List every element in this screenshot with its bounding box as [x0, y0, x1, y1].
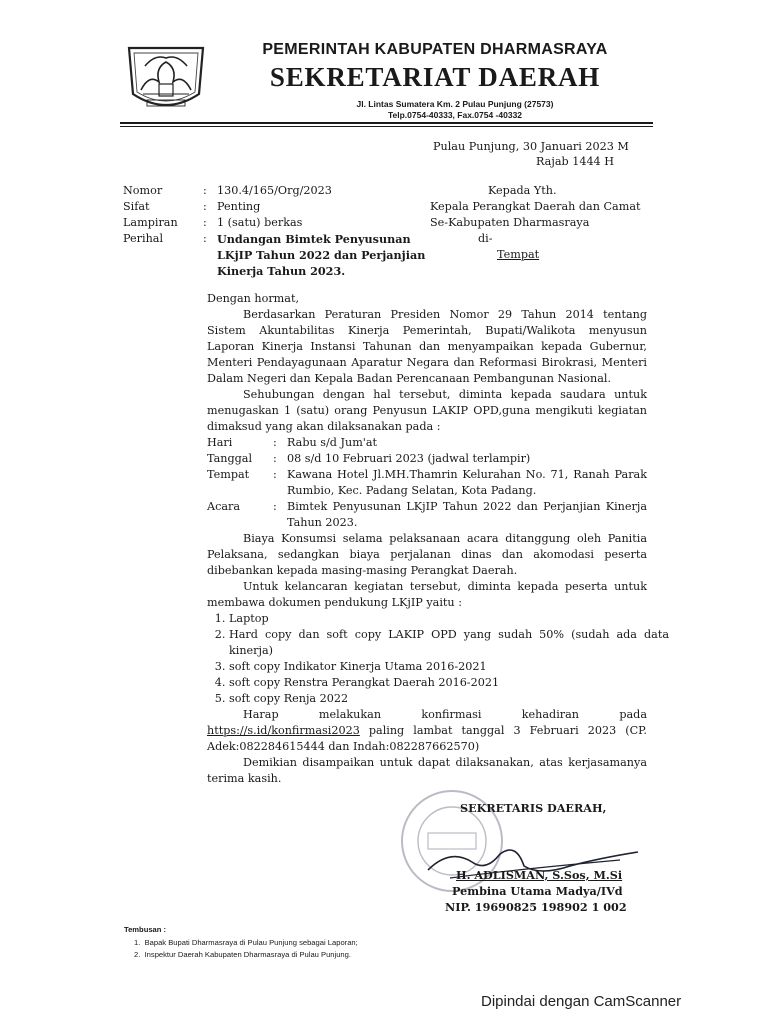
event-value: Rabu s/d Jum'at: [287, 436, 378, 449]
nomor-value: 130.4/165/Org/2023: [217, 184, 332, 197]
perihal-line: LKjIP Tahun 2022 dan Perjanjian: [217, 248, 426, 262]
lampiran-label: Lampiran: [123, 216, 178, 229]
cc-item: 2. Inspektur Daerah Kabupaten Dharmasraya di Pulau Punjung.: [134, 950, 351, 959]
document-item: 2. Hard copy dan soft copy LAKIP OPD yang sudah 50% (sudah ada data kinerja): [229, 627, 669, 659]
document-item: 5. soft copy Renja 2022: [229, 691, 669, 707]
letterhead-line1: PEMERINTAH KABUPATEN DHARMASRAYA: [262, 41, 608, 58]
letterhead-divider-thin: [120, 126, 653, 127]
signatory-rank: Pembina Utama Madya/IVd: [452, 884, 623, 898]
sifat-value: Penting: [217, 200, 261, 213]
paragraph-request: Sehubungan dengan hal tersebut, diminta kepada saudara untuk menugaskan 1 (satu) orang Penyusun LAKIP OPD,guna mengikuti kegiatan dimaksud yang akan dilaksanakan pada :: [207, 388, 647, 433]
lampiran-value: 1 (satu) berkas: [217, 216, 303, 229]
letter-date: Pulau Punjung, 30 Januari 2023 M: [433, 140, 629, 153]
cc-item-text: Inspektur Daerah Kabupaten Dharmasraya di Pulau Punjung.: [144, 950, 351, 959]
event-value: Bimtek Penyusunan LKjIP Tahun 2022 dan Perjanjian Kinerja Tahun 2023.: [287, 500, 647, 529]
letterhead-line2: SEKRETARIAT DAERAH: [269, 62, 601, 92]
event-colon: :: [273, 500, 277, 513]
paragraph-closing: Demikian disampaikan untuk dapat dilaksanakan, atas kerjasamanya terima kasih.: [207, 756, 647, 785]
perihal-line: Undangan Bimtek Penyusunan: [217, 232, 411, 246]
event-label: Hari: [207, 436, 233, 449]
event-details: [207, 435, 647, 531]
letterhead-address: Jl. Lintas Sumatera Km. 2 Pulau Punjung (27573): [356, 99, 554, 109]
paragraph-legal-basis: Berdasarkan Peraturan Presiden Nomor 29 Tahun 2014 tentang Sistem Akuntabilitas Kinerja Pemerintah, Bupati/Walikota menyusun Laporan Kinerja Instansi Tahunan dan menyampaikan kepada Gubernur, Menteri Pendayagunaan Aparatur Negara dan Reformasi Birokrasi, Menteri Dalam Negeri dan Kepala Badan Perencanaan Pembangunan Nasional.: [207, 308, 647, 385]
nomor-colon: :: [203, 184, 207, 197]
event-colon: :: [273, 436, 277, 449]
paragraph-confirmation: [207, 707, 647, 755]
document-item: 3. soft copy Indikator Kinerja Utama 2016-2021: [229, 659, 669, 675]
event-row: [207, 499, 647, 531]
recipient-line: Kepada Yth.: [488, 184, 557, 197]
paragraph-documents: Untuk kelancaran kegiatan tersebut, diminta kepada peserta untuk membawa dokumen pendukung LKjIP yaitu :: [207, 580, 647, 609]
confirmation-link[interactable]: https://s.id/konfirmasi2023: [207, 724, 360, 737]
recipient-line: Kepala Perangkat Daerah dan Camat: [430, 200, 641, 213]
cc-title: Tembusan :: [124, 925, 167, 934]
confirmation-deadline: paling lambat tanggal 3 Februari 2023 (CP. Adek:082284615444 dan Indah:082287662570): [207, 724, 647, 753]
sifat-colon: :: [203, 200, 207, 213]
event-colon: :: [273, 452, 277, 465]
lampiran-colon: :: [203, 216, 207, 229]
signatory-nip: NIP. 19690825 198902 1 002: [445, 900, 627, 914]
event-value: 08 s/d 10 Februari 2023 (jadwal terlampir): [287, 452, 531, 465]
event-row: [207, 451, 647, 467]
sifat-label: Sifat: [123, 200, 150, 213]
scanner-watermark: Dipindai dengan CamScanner: [481, 993, 682, 1010]
document-list: [207, 611, 669, 707]
letter-date-hijri: Rajab 1444 H: [536, 155, 614, 168]
event-label: Tempat: [207, 468, 250, 481]
paragraph-costs: Biaya Konsumsi selama pelaksanaan acara ditanggung oleh Panitia Pelaksana, sedangkan biaya perjalanan dinas dan akomodasi peserta dibebankan kepada masing-masing Perangkat Daerah.: [207, 532, 647, 577]
document-item: 4. soft copy Renstra Perangkat Daerah 2016-2021: [229, 675, 669, 691]
event-row: [207, 435, 647, 451]
document-item: 1. Laptop: [229, 611, 669, 627]
event-label: Acara: [207, 500, 241, 513]
regency-logo: [125, 44, 207, 118]
perihal-colon: :: [203, 232, 207, 245]
nomor-label: Nomor: [123, 184, 163, 197]
event-colon: :: [273, 468, 277, 481]
signatory-name: H. ADLISMAN, S.Sos, M.Si: [456, 868, 623, 882]
perihal-line: Kinerja Tahun 2023.: [217, 264, 346, 278]
signatory-title: SEKRETARIS DAERAH,: [460, 801, 607, 815]
greeting: Dengan hormat,: [207, 292, 300, 305]
confirmation-text: Harap melakukan konfirmasi kehadiran pada: [243, 708, 647, 721]
letterhead-phone: Telp.0754-40333, Fax.0754 -40332: [387, 110, 523, 120]
event-label: Tanggal: [207, 452, 253, 465]
recipient-line: di-: [478, 232, 493, 245]
recipient-line: Se-Kabupaten Dharmasraya: [430, 216, 590, 229]
event-value: Kawana Hotel Jl.MH.Thamrin Kelurahan No. 71, Ranah Parak Rumbio, Kec. Padang Selatan, Kota Padang.: [287, 468, 647, 497]
recipient-place: Tempat: [497, 248, 540, 261]
event-row: [207, 467, 647, 499]
letterhead-divider: [120, 122, 653, 124]
cc-item: 1. Bapak Bupati Dharmasraya di Pulau Punjung sebagai Laporan;: [134, 938, 358, 947]
perihal-label: Perihal: [123, 232, 164, 245]
cc-item-text: Bapak Bupati Dharmasraya di Pulau Punjung sebagai Laporan;: [144, 938, 358, 947]
